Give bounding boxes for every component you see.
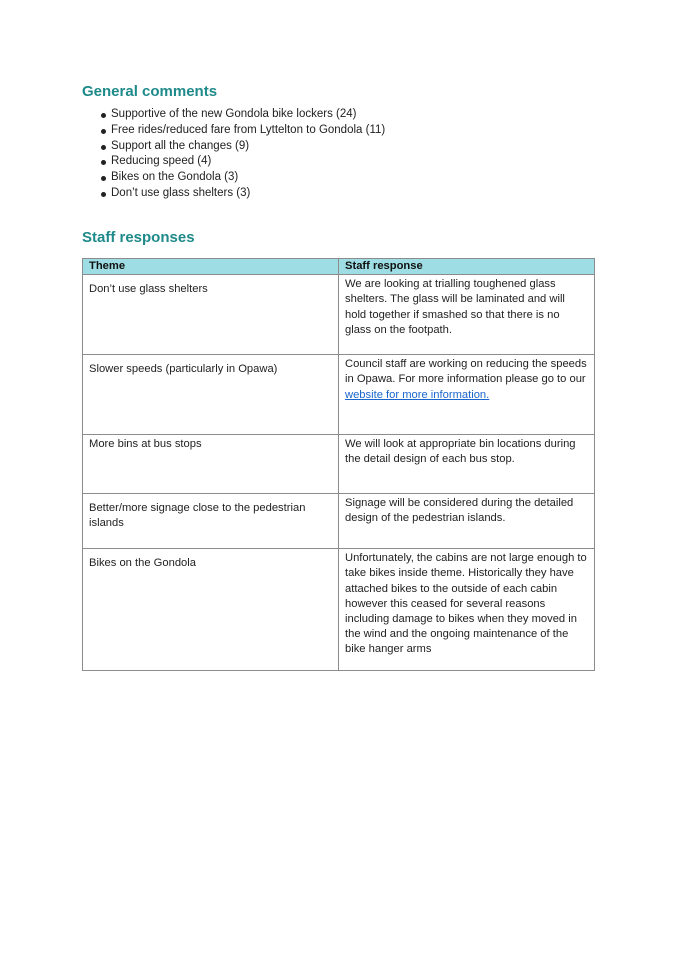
general-comments-list xyxy=(100,107,385,202)
theme-cell: Better/more signage close to the pedestrian islands xyxy=(83,494,339,549)
table-row xyxy=(83,435,595,494)
general-comments-heading: General comments xyxy=(82,83,218,100)
bullet-icon xyxy=(101,160,106,165)
list-item-text: Don’t use glass shelters (3) xyxy=(111,186,251,199)
theme-cell: Bikes on the Gondola xyxy=(83,549,339,671)
bullet-icon xyxy=(101,176,106,181)
table-header-row xyxy=(83,259,595,275)
response-cell: We will look at appropriate bin locations during the detail design of each bus stop. xyxy=(339,435,595,494)
list-item xyxy=(100,154,385,170)
response-cell: We are looking at trialling toughened glass shelters. The glass will be laminated and will hold together if smashed so that there is no glass on the footpath. xyxy=(339,275,595,355)
response-text: Council staff are working on reducing the speeds in Opawa. For more information please go to our xyxy=(345,358,587,386)
table-row xyxy=(83,275,595,355)
list-item xyxy=(100,186,385,202)
list-item xyxy=(100,107,385,123)
list-item-text: Supportive of the new Gondola bike lockers (24) xyxy=(111,108,357,120)
theme-cell: Don’t use glass shelters xyxy=(83,275,339,355)
staff-responses-heading: Staff responses xyxy=(82,229,195,246)
response-cell: Unfortunately, the cabins are not large enough to take bikes inside theme. Historically they have attached bikes to the outside of each cabin however this ceased for several reasons including damage to bikes when they moved in the wind and the ongoing maintenance of the bike hanger arms xyxy=(339,549,595,671)
theme-cell: Slower speeds (particularly in Opawa) xyxy=(83,355,339,435)
bullet-icon xyxy=(101,145,106,150)
column-header-staff-response: Staff response xyxy=(339,259,595,275)
response-cell xyxy=(339,355,595,435)
table-row xyxy=(83,494,595,549)
column-header-theme: Theme xyxy=(83,259,339,275)
list-item xyxy=(100,123,385,139)
bullet-icon xyxy=(101,113,106,118)
list-item-text: Free rides/reduced fare from Lyttelton to Gondola (11) xyxy=(111,123,386,136)
table-row xyxy=(83,355,595,435)
bullet-icon xyxy=(101,129,106,134)
theme-cell: More bins at bus stops xyxy=(83,435,339,494)
response-cell: Signage will be considered during the detailed design of the pedestrian islands. xyxy=(339,494,595,549)
list-item-text: Bikes on the Gondola (3) xyxy=(111,171,239,184)
list-item xyxy=(100,170,385,186)
list-item xyxy=(100,139,385,155)
website-link[interactable]: website for more information. xyxy=(345,388,490,401)
list-item-text: Support all the changes (9) xyxy=(111,139,250,152)
staff-responses-table xyxy=(82,258,595,671)
list-item-text: Reducing speed (4) xyxy=(111,155,212,168)
bullet-icon xyxy=(101,192,106,197)
table-row xyxy=(83,549,595,671)
